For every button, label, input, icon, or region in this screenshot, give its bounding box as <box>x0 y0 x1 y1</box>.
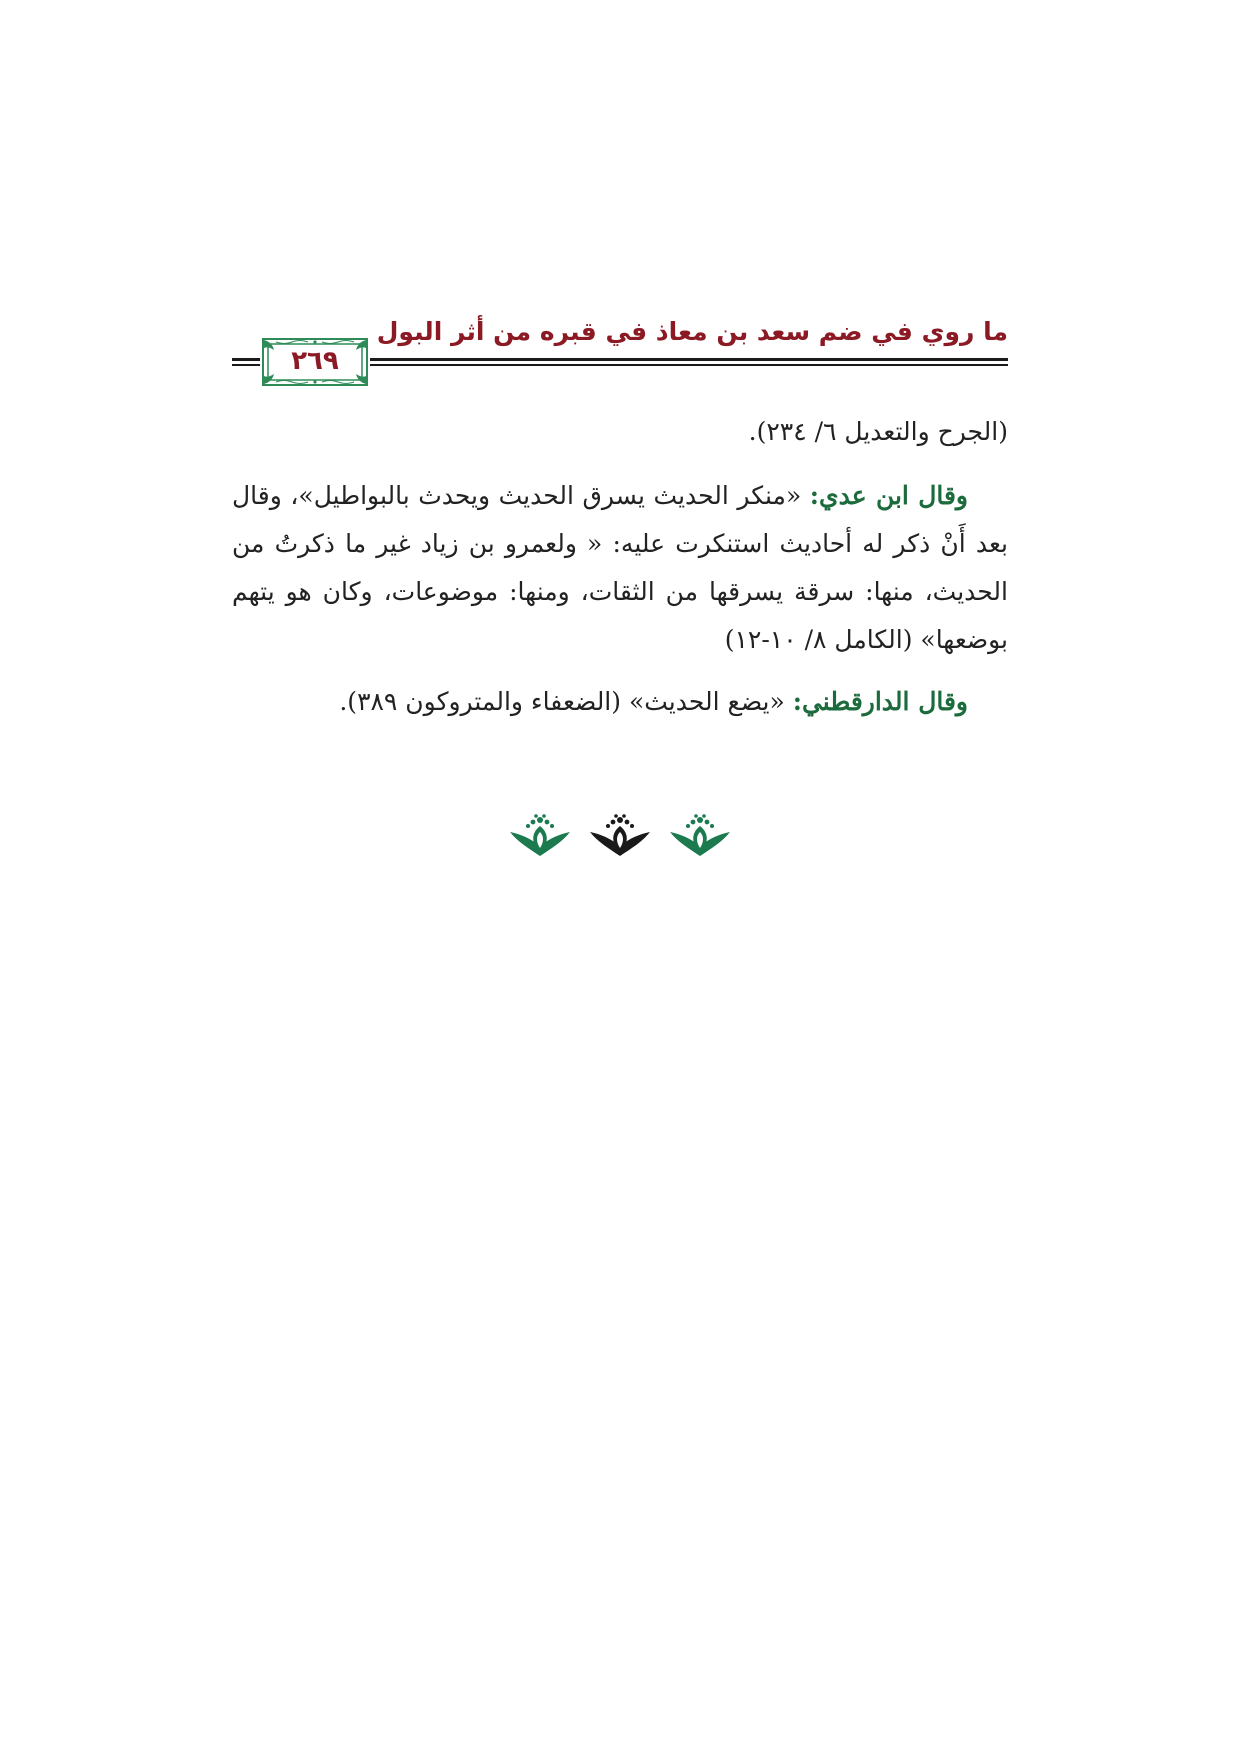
floral-ornament-icon <box>668 812 732 858</box>
paragraph <box>232 472 1008 664</box>
section-divider <box>508 812 732 858</box>
header-rule <box>232 358 260 361</box>
main-content <box>232 408 1008 740</box>
floral-ornament-icon <box>508 812 572 858</box>
citation-line: (الجرح والتعديل ٦/ ٢٣٤). <box>748 417 1008 446</box>
paragraph <box>232 678 1008 726</box>
header-rule <box>232 364 260 366</box>
page-number: ٢٦٩ <box>291 346 339 376</box>
page-number-badge <box>262 338 368 386</box>
speaker-name: وقال ابن عدي: <box>809 481 968 510</box>
running-title: ما روي في ضم سعد بن معاذ في قبره من أثر البول <box>376 317 1008 346</box>
paragraph-text: «منكر الحديث يسرق الحديث ويحدث بالبواطيل»، وقال بعد أَنْ ذكر له أحاديث استنكرت عليه: « ولعمرو بن زياد غير ما ذكرتُ من الحديث، منها: سرقة يسرقها من الثقات، ومنها: موضوعات، وكان هو يتهم بوضعها» (الكامل ٨/ ١٠-١٢) <box>232 481 1008 654</box>
header-rule <box>370 358 1008 361</box>
paragraph-text: «يضع الحديث» (الضعفاء والمتروكون ٣٨٩). <box>339 687 793 716</box>
header-rule <box>370 364 1008 366</box>
floral-ornament-icon <box>588 812 652 858</box>
speaker-name: وقال الدارقطني: <box>792 687 968 716</box>
